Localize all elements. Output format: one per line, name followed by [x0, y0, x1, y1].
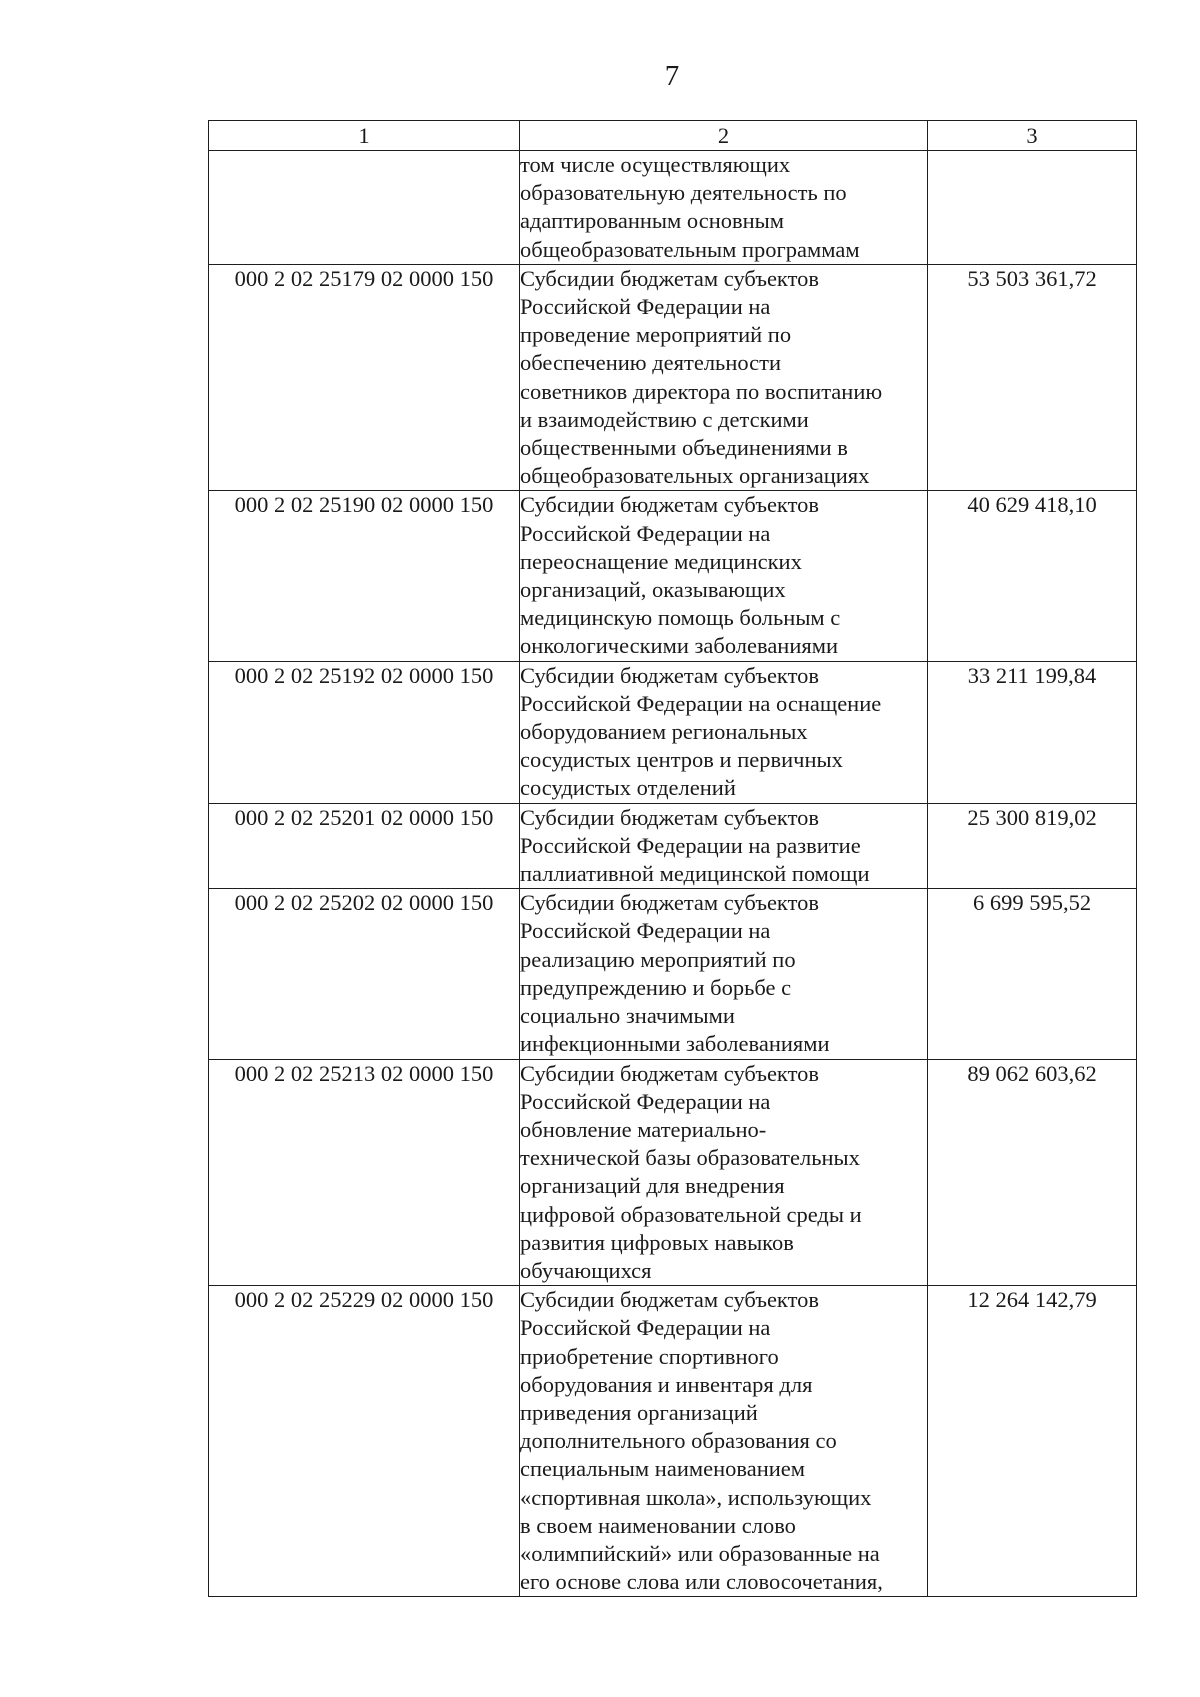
description-cell — [520, 1059, 928, 1286]
description-line: обновление материально- — [520, 1116, 767, 1142]
description-line: советников директора по воспитанию — [520, 378, 883, 404]
budget-code-cell: 000 2 02 25179 02 0000 150 — [209, 264, 520, 491]
description-line: приведения организаций — [520, 1399, 758, 1425]
description-line: проведение мероприятий по — [520, 322, 792, 348]
description-line: организаций для внедрения — [520, 1173, 785, 1199]
description-line: Субсидии бюджетам субъектов — [520, 1060, 819, 1086]
amount-cell: 6 699 595,52 — [928, 889, 1137, 1059]
amount-cell: 53 503 361,72 — [928, 264, 1137, 491]
budget-code-cell: 000 2 02 25190 02 0000 150 — [209, 491, 520, 661]
description-line: обучающихся — [520, 1257, 652, 1283]
table-row — [209, 1059, 1137, 1286]
description-line: специальным наименованием — [520, 1456, 805, 1482]
description-line: Российской Федерации на оснащение — [520, 690, 882, 716]
description-line: Российской Федерации на — [520, 1088, 771, 1114]
amount-cell: 25 300 819,02 — [928, 803, 1137, 889]
budget-code-cell: 000 2 02 25213 02 0000 150 — [209, 1059, 520, 1286]
amount-cell: 40 629 418,10 — [928, 491, 1137, 661]
description-cell — [520, 1286, 928, 1597]
amount-cell: 89 062 603,62 — [928, 1059, 1137, 1286]
table-body — [209, 151, 1137, 1597]
description-line: Российской Федерации на — [520, 918, 771, 944]
description-line: технической базы образовательных — [520, 1145, 860, 1171]
description-line: дополнительного образования со — [520, 1428, 837, 1454]
description-line: и взаимодействию с детскими — [520, 406, 809, 432]
column-header-2: 2 — [520, 121, 928, 151]
description-line: Субсидии бюджетам субъектов — [520, 492, 819, 518]
description-line: паллиативной медицинской помощи — [520, 861, 870, 887]
description-line: Субсидии бюджетам субъектов — [520, 890, 819, 916]
description-line: развития цифровых навыков — [520, 1229, 794, 1255]
budget-code-cell: 000 2 02 25201 02 0000 150 — [209, 803, 520, 889]
table-row — [209, 491, 1137, 661]
description-line: сосудистых отделений — [520, 775, 736, 801]
budget-code-cell: 000 2 02 25202 02 0000 150 — [209, 889, 520, 1059]
description-line: инфекционными заболеваниями — [520, 1031, 830, 1057]
table-row — [209, 1286, 1137, 1597]
table-row — [209, 661, 1137, 803]
description-line: цифровой образовательной среды и — [520, 1201, 862, 1227]
description-line: в своем наименовании слово — [520, 1512, 796, 1538]
table-row — [209, 803, 1137, 889]
description-line: Российской Федерации на — [520, 520, 771, 546]
table-row — [209, 151, 1137, 265]
amount-cell: 12 264 142,79 — [928, 1286, 1137, 1597]
column-header-1: 1 — [209, 121, 520, 151]
description-line: Российской Федерации на развитие — [520, 832, 861, 858]
page-number: 7 — [664, 60, 680, 92]
description-cell — [520, 491, 928, 661]
description-cell — [520, 803, 928, 889]
description-cell — [520, 264, 928, 491]
description-line: Субсидии бюджетам субъектов — [520, 265, 819, 291]
description-line: обеспечению деятельности — [520, 350, 782, 376]
description-line: онкологическими заболеваниями — [520, 633, 839, 659]
description-cell — [520, 889, 928, 1059]
amount-cell: 33 211 199,84 — [928, 661, 1137, 803]
description-cell — [520, 151, 928, 265]
description-line: общественными объединениями в — [520, 435, 848, 461]
column-header-3: 3 — [928, 121, 1137, 151]
description-line: «спортивная школа», использующих — [520, 1484, 872, 1510]
description-line: «олимпийский» или образованные на — [520, 1540, 880, 1566]
description-line: Субсидии бюджетам субъектов — [520, 1287, 819, 1313]
description-line: образовательную деятельность по — [520, 180, 847, 206]
budget-code-cell: 000 2 02 25192 02 0000 150 — [209, 661, 520, 803]
description-line: том числе осуществляющих — [520, 152, 791, 177]
description-cell — [520, 661, 928, 803]
description-line: адаптированным основным — [520, 208, 785, 234]
description-line: организаций, оказывающих — [520, 577, 786, 603]
table-row — [209, 889, 1137, 1059]
description-line: социально значимыми — [520, 1003, 735, 1029]
description-line: оборудованием региональных — [520, 719, 808, 745]
description-line: предупреждению и борьбе с — [520, 974, 792, 1000]
description-line: приобретение спортивного — [520, 1343, 779, 1369]
description-line: его основе слова или словосочетания, — [520, 1569, 883, 1595]
description-line: Субсидии бюджетам субъектов — [520, 804, 819, 830]
description-line: оборудования и инвентаря для — [520, 1371, 813, 1397]
table-row — [209, 264, 1137, 491]
description-line: реализацию мероприятий по — [520, 946, 796, 972]
table-header — [209, 121, 1137, 151]
description-line: общеобразовательным программам — [520, 236, 860, 262]
budget-code-cell: 000 2 02 25229 02 0000 150 — [209, 1286, 520, 1597]
description-line: переоснащение медицинских — [520, 548, 802, 574]
budget-table — [208, 120, 1137, 1597]
amount-cell — [928, 151, 1137, 265]
description-line: медицинскую помощь больным с — [520, 605, 841, 631]
description-line: Субсидии бюджетам субъектов — [520, 662, 819, 688]
description-line: Российской Федерации на — [520, 294, 771, 320]
description-line: Российской Федерации на — [520, 1315, 771, 1341]
budget-code-cell — [209, 151, 520, 265]
header-row — [209, 121, 1137, 151]
description-line: общеобразовательных организациях — [520, 463, 870, 489]
description-line: сосудистых центров и первичных — [520, 747, 843, 773]
